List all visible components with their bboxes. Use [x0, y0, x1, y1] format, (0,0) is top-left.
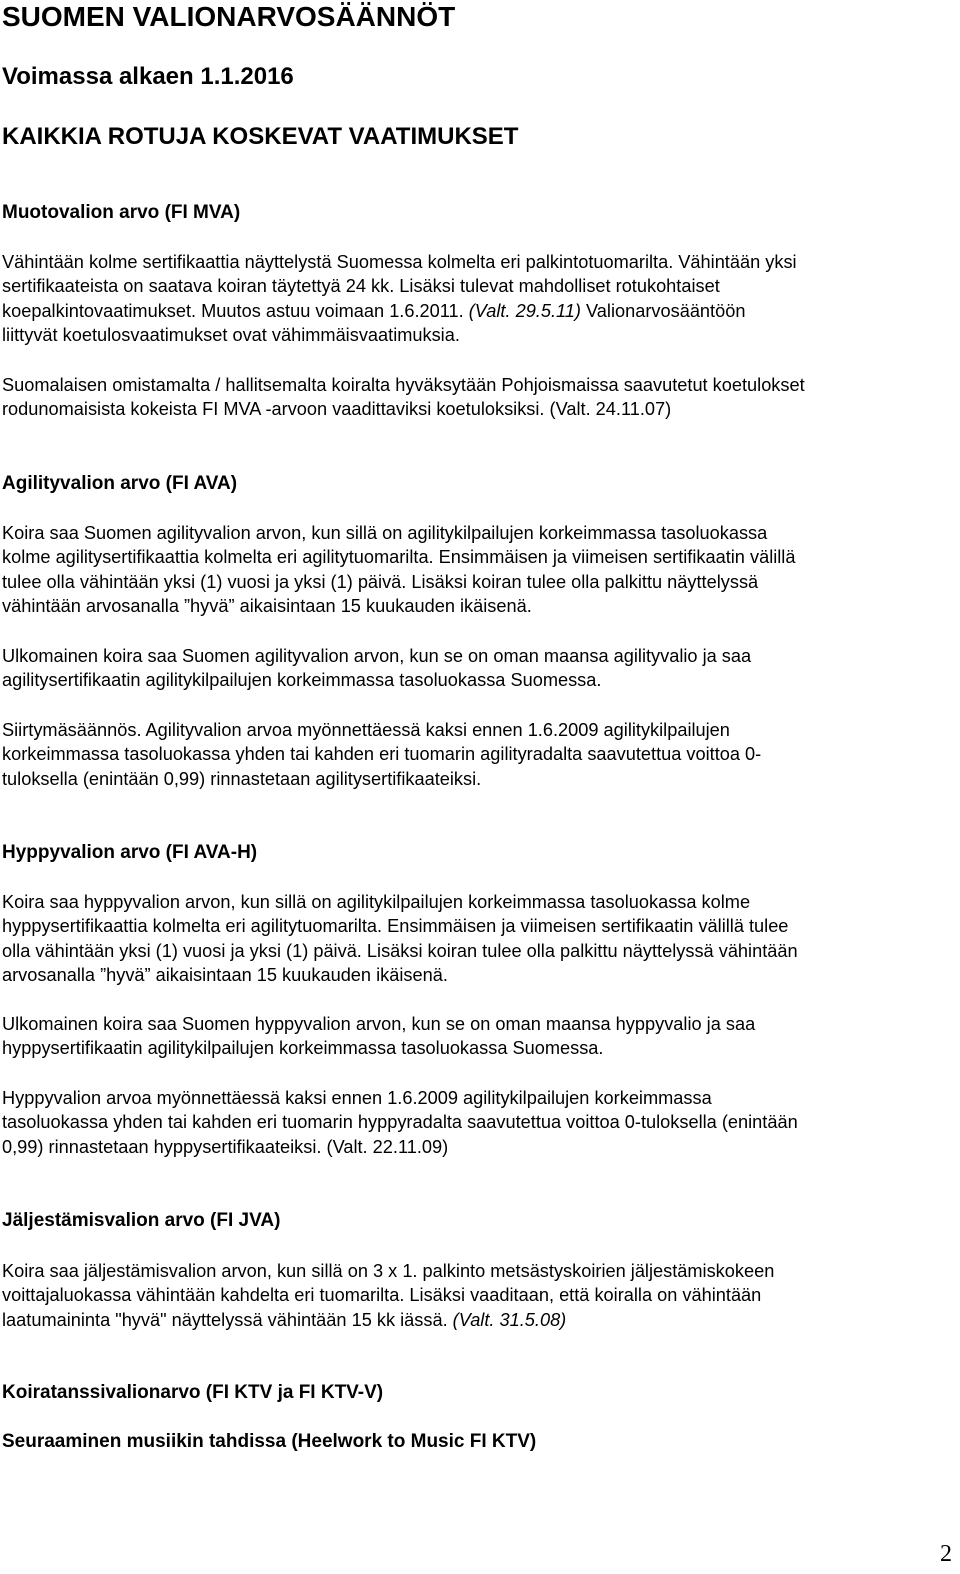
text-line: agilitysertifikaatin agilitykilpailujen korkeimmassa tasoluokassa Suomessa.	[2, 670, 602, 691]
section-heading-ktv: Koiratanssivalionarvo (FI KTV ja FI KTV-V)	[2, 1382, 384, 1403]
text-line: Vähintään kolme sertifikaattia näyttelystä Suomessa kolmelta eri palkintotuomarilta. Vähintään yksi	[2, 252, 797, 272]
text-line: hyppysertifikaattia kolmelta eri agilitytuomarilta. Ensimmäisen ja viimeisen sertifikaatin välillä tulee	[2, 916, 789, 937]
text-line: 0,99) rinnastetaan hyppysertifikaateiksi. (Valt. 22.11.09)	[2, 1136, 449, 1157]
text-line: sertifikaateista on saatava koiran täytettyä 24 kk. Lisäksi tulevat mahdolliset rotukohtaiset	[2, 276, 720, 297]
paragraph-avah-2	[2, 1012, 942, 1061]
paragraph-mva-1	[2, 250, 942, 347]
text-line: voittajaluokassa vähintään kahdelta eri tuomarilta. Lisäksi vaaditaan, että koiralla on vähintään	[2, 1285, 762, 1306]
section-heading-ava: Agilityvalion arvo (FI AVA)	[2, 473, 238, 494]
revision-note: (Valt. 31.5.08)	[447, 1309, 567, 1330]
paragraph-jva-1	[2, 1259, 942, 1332]
text-line: kolme agilitysertifikaattia kolmelta eri agilitytuomarilta. Ensimmäisen ja viimeisen sertifikaatin välillä	[2, 547, 796, 568]
text-line: tasoluokassa yhden tai kahden eri tuomarin hyppyradalta saavutettua voittoa 0-tuloksella (enintään	[2, 1112, 798, 1133]
text-line: vähintään arvosanalla ”hyvä” aikaisintaan 15 kuukauden ikäisenä.	[2, 595, 532, 616]
text-line: olla vähintään yksi (1) vuosi ja yksi (1) päivä. Lisäksi koiran tulee olla palkittu näyttelyssä vähintään	[2, 940, 798, 961]
text-line: liittyvät koetulosvaatimukset ovat vähimmäisvaatimuksia.	[2, 324, 460, 345]
section-heading-jva: Jäljestämisvalion arvo (FI JVA)	[2, 1210, 281, 1231]
text-line	[2, 299, 942, 323]
text-line: arvosanalla ”hyvä” aikaisintaan 15 kuukauden ikäisenä.	[2, 964, 448, 985]
page-number: 2	[940, 1541, 952, 1567]
paragraph-mva-2	[2, 373, 942, 422]
text-line: Ulkomainen koira saa Suomen hyppyvalion arvon, kun se on oman maansa hyppyvalio ja saa	[2, 1014, 756, 1034]
effective-date: Voimassa alkaen 1.1.2016	[2, 63, 294, 90]
revision-note: (Valt. 29.5.11)	[468, 300, 581, 321]
text-line: rodunomaisista kokeista FI MVA -arvoon vaadittaviksi koetuloksiksi. (Valt. 24.11.07)	[2, 399, 672, 420]
section-heading-ava-h: Hyppyvalion arvo (FI AVA-H)	[2, 842, 258, 863]
text-line: Hyppyvalion arvoa myönnettäessä kaksi ennen 1.6.2009 agilitykilpailujen korkeimmassa	[2, 1088, 712, 1108]
section-heading-mva: Muotovalion arvo (FI MVA)	[2, 202, 241, 223]
paragraph-ava-3	[2, 718, 942, 791]
text-line: tuloksella (enintään 0,99) rinnastetaan agilitysertifikaateiksi.	[2, 768, 482, 789]
text-line: Suomalaisen omistamalta / hallitsemalta koiralta hyväksytään Pohjoismaissa saavutetut koetulokset	[2, 375, 805, 395]
text-line: Siirtymäsäännös. Agilityvalion arvoa myönnettäessä kaksi ennen 1.6.2009 agilitykilpailujen	[2, 720, 730, 740]
paragraph-avah-3	[2, 1086, 942, 1159]
main-heading: KAIKKIA ROTUJA KOSKEVAT VAATIMUKSET	[2, 123, 519, 150]
paragraph-avah-1	[2, 890, 942, 987]
paragraph-ava-2	[2, 644, 942, 693]
document-title: SUOMEN VALIONARVOSÄÄNNÖT	[2, 1, 456, 32]
text-line	[2, 1308, 942, 1332]
paragraph-ava-1	[2, 521, 942, 618]
text-line: Koira saa Suomen agilityvalion arvon, kun sillä on agilitykilpailujen korkeimmassa tasoluokassa	[2, 523, 768, 543]
text-segment: Valionarvosääntöön	[580, 300, 746, 321]
section-heading-heelwork: Seuraaminen musiikin tahdissa (Heelwork to Music FI KTV)	[2, 1431, 537, 1452]
text-line: Koira saa jäljestämisvalion arvon, kun sillä on 3 x 1. palkinto metsästyskoirien jäljestämiskokeen	[2, 1261, 775, 1281]
text-segment: koepalkintovaatimukset. Muutos astuu voimaan 1.6.2011.	[2, 300, 469, 321]
text-line: korkeimmassa tasoluokassa yhden tai kahden eri tuomarin agilityradalta saavutettua voittoa 0-	[2, 744, 762, 765]
text-segment: laatumaininta "hyvä" näyttelyssä vähintään 15 kk iässä.	[2, 1309, 448, 1330]
text-line: hyppysertifikaatin agilitykilpailujen korkeimmassa tasoluokassa Suomessa.	[2, 1038, 604, 1059]
text-line: tulee olla vähintään yksi (1) vuosi ja yksi (1) päivä. Lisäksi koiran tulee olla palkittu näyttelyssä	[2, 571, 759, 592]
text-line: Koira saa hyppyvalion arvon, kun sillä on agilitykilpailujen korkeimmassa tasoluokassa kolme	[2, 892, 751, 912]
text-line: Ulkomainen koira saa Suomen agilityvalion arvon, kun se on oman maansa agilityvalio ja saa	[2, 646, 752, 666]
